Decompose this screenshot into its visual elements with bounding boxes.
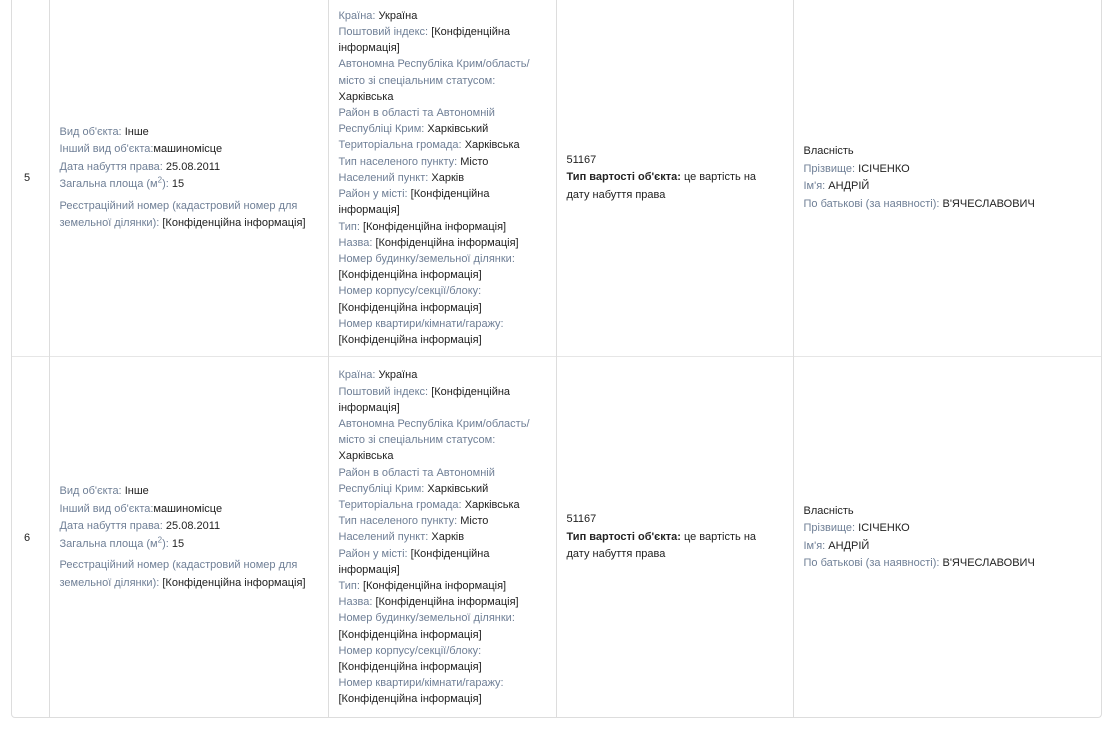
street-type-label: Тип: <box>338 220 360 233</box>
first-name-value: АНДРІЙ <box>828 180 870 192</box>
cadastral-label-cont: земельної ділянки): <box>59 576 160 589</box>
area-value: 15 <box>171 178 185 190</box>
community-value: Харківська <box>464 139 520 152</box>
country-label: Країна: <box>338 369 376 382</box>
district-label-cont: Республіці Крим: <box>338 123 425 136</box>
region-value: Харківська <box>338 450 394 463</box>
cost-cell <box>556 0 793 357</box>
district-label-cont: Республіці Крим: <box>338 482 425 495</box>
block-label: Номер корпусу/секції/блоку: <box>338 644 482 657</box>
city-district-value-cont: інформація] <box>338 204 400 217</box>
object-type-label: Вид об'єкта: <box>59 125 122 138</box>
settlement-label: Населений пункт: <box>338 531 429 544</box>
country-value: Україна <box>378 9 418 22</box>
object-type-label: Вид об'єкта: <box>59 485 122 497</box>
surname-label: Прізвище: <box>803 162 856 175</box>
cost-type-label: Тип вартості об'єкта: <box>566 530 681 543</box>
cost-type-value-cont: дату набуття права <box>566 188 666 201</box>
cadastral-value: [Конфіденційна інформація] <box>162 576 306 589</box>
postal-label: Поштовий індекс: <box>338 385 429 398</box>
address-cell <box>328 0 556 357</box>
settlement-type-label: Тип населеного пункту: <box>338 515 458 528</box>
city-district-value-cont: інформація] <box>338 563 400 576</box>
other-type-label: Інший вид об'єкта: <box>59 143 154 155</box>
city-district-value: [Конфіденційна <box>410 547 490 560</box>
object-type-value: Інше <box>124 125 149 138</box>
city-district-label: Район у місті: <box>338 188 408 201</box>
region-value: Харківська <box>338 90 394 103</box>
other-type-label: Інший вид об'єкта: <box>59 502 154 515</box>
postal-value: [Конфіденційна <box>431 26 511 39</box>
street-type-label: Тип: <box>338 580 360 592</box>
building-value: [Конфіденційна інформація] <box>338 269 482 282</box>
area-label: Загальна площа $(м^2)$: <box>59 175 169 190</box>
postal-value-cont: інформація] <box>338 401 400 414</box>
block-label: Номер корпусу/секції/блоку: <box>338 285 482 298</box>
community-label: Територіальна громада: <box>338 139 462 152</box>
settlement-type-label: Тип населеного пункту: <box>338 155 458 168</box>
property-table <box>12 0 1101 718</box>
street-name-label: Назва: <box>338 236 373 249</box>
street-name-label: Назва: <box>338 596 373 609</box>
property-table-container <box>11 0 1102 718</box>
first-name-label: Ім'я: <box>803 539 826 552</box>
cadastral-label: Реєстраційний номер (кадастровий номер для <box>59 559 298 571</box>
region-label: Автономна Республіка Крим/область/ <box>338 417 530 430</box>
street-type-value: [Конфіденційна інформація] <box>362 580 507 592</box>
community-label: Територіальна громада: <box>338 498 462 511</box>
building-value: [Конфіденційна інформація] <box>338 628 482 641</box>
object-info-cell <box>49 0 328 357</box>
surname-value: ІСІЧЕНКО <box>858 162 910 175</box>
apartment-label: Номер квартири/кімнати/гаражу: <box>338 677 504 690</box>
row-number: 5 <box>24 172 31 184</box>
cost-amount: 51167 <box>566 153 597 166</box>
postal-value: [Конфіденційна <box>431 385 511 398</box>
address-cell <box>328 357 556 719</box>
street-name-value: [Конфіденційна інформація] <box>375 596 519 609</box>
cost-type-value: це вартість на <box>683 171 757 184</box>
settlement-type-value: Місто <box>460 155 489 168</box>
settlement-value: Харків <box>431 531 465 544</box>
cost-type-value: це вартість на <box>683 530 757 543</box>
community-value: Харківська <box>464 498 520 511</box>
postal-label: Поштовий індекс: <box>338 26 429 39</box>
table-row <box>12 0 1101 357</box>
object-info-cell <box>49 357 328 719</box>
owner-cell <box>793 0 1101 357</box>
street-type-value: [Конфіденційна інформація] <box>362 220 507 233</box>
other-type-value: машиномісце <box>153 502 223 515</box>
acquisition-date-label: Дата набуття права: <box>59 160 163 173</box>
region-label-cont: місто зі спеціальним статусом: <box>338 434 496 447</box>
patronymic-value: В'ЯЧЕСЛАВОВИЧ <box>942 557 1035 569</box>
settlement-type-value: Місто <box>460 515 489 528</box>
patronymic-label: По батькові (за наявності): <box>803 197 940 210</box>
right-type: Власність <box>803 504 854 517</box>
first-name-value: АНДРІЙ <box>828 539 870 552</box>
object-type-value: Інше <box>124 485 149 497</box>
cost-amount: 51167 <box>566 513 597 526</box>
table-row <box>12 357 1101 719</box>
settlement-label: Населений пункт: <box>338 171 429 184</box>
owner-cell <box>793 357 1101 719</box>
country-value: Україна <box>378 369 418 382</box>
district-label: Район в області та Автономній <box>338 107 495 120</box>
row-number: 6 <box>12 357 49 719</box>
cost-type-label: Тип вартості об'єкта: <box>566 171 681 184</box>
apartment-value: [Конфіденційна інформація] <box>338 693 482 706</box>
block-value: [Конфіденційна інформація] <box>338 301 482 314</box>
cost-cell <box>556 357 793 719</box>
apartment-label: Номер квартири/кімнати/гаражу: <box>338 317 504 330</box>
other-type-value: машиномісце <box>153 143 223 155</box>
district-value: Харківський <box>427 123 489 136</box>
street-name-value: [Конфіденційна інформація] <box>375 236 519 249</box>
area-value: 15 <box>171 537 185 550</box>
region-label: Автономна Республіка Крим/область/ <box>338 58 530 71</box>
country-label: Країна: <box>338 9 376 22</box>
cadastral-value: [Конфіденційна інформація] <box>162 217 306 229</box>
region-label-cont: місто зі спеціальним статусом: <box>338 74 496 87</box>
district-label: Район в області та Автономній <box>338 466 495 479</box>
surname-value: ІСІЧЕНКО <box>858 522 910 534</box>
settlement-value: Харків <box>431 171 465 184</box>
area-label: Загальна площа $(м^2)$: <box>59 534 169 550</box>
acquisition-date-value: 25.08.2011 <box>165 160 221 173</box>
apartment-value: [Конфіденційна інформація] <box>338 333 482 346</box>
district-value: Харківський <box>427 482 489 495</box>
cost-type-value-cont: дату набуття права <box>566 548 666 561</box>
building-label: Номер будинку/земельної ділянки: <box>338 252 515 265</box>
building-label: Номер будинку/земельної ділянки: <box>338 612 515 625</box>
city-district-label: Район у місті: <box>338 547 408 560</box>
surname-label: Прізвище: <box>803 522 856 534</box>
postal-value-cont: інформація] <box>338 42 400 55</box>
city-district-value: [Конфіденційна <box>410 188 490 201</box>
acquisition-date-value: 25.08.2011 <box>165 520 221 532</box>
patronymic-value: В'ЯЧЕСЛАВОВИЧ <box>942 197 1035 210</box>
cadastral-label: Реєстраційний номер (кадастровий номер для <box>59 199 298 212</box>
acquisition-date-label: Дата набуття права: <box>59 520 163 532</box>
first-name-label: Ім'я: <box>803 180 826 192</box>
cadastral-label-cont: земельної ділянки): <box>59 217 160 229</box>
block-value: [Конфіденційна інформація] <box>338 661 482 674</box>
right-type: Власність <box>803 145 854 157</box>
patronymic-label: По батькові (за наявності): <box>803 557 940 569</box>
